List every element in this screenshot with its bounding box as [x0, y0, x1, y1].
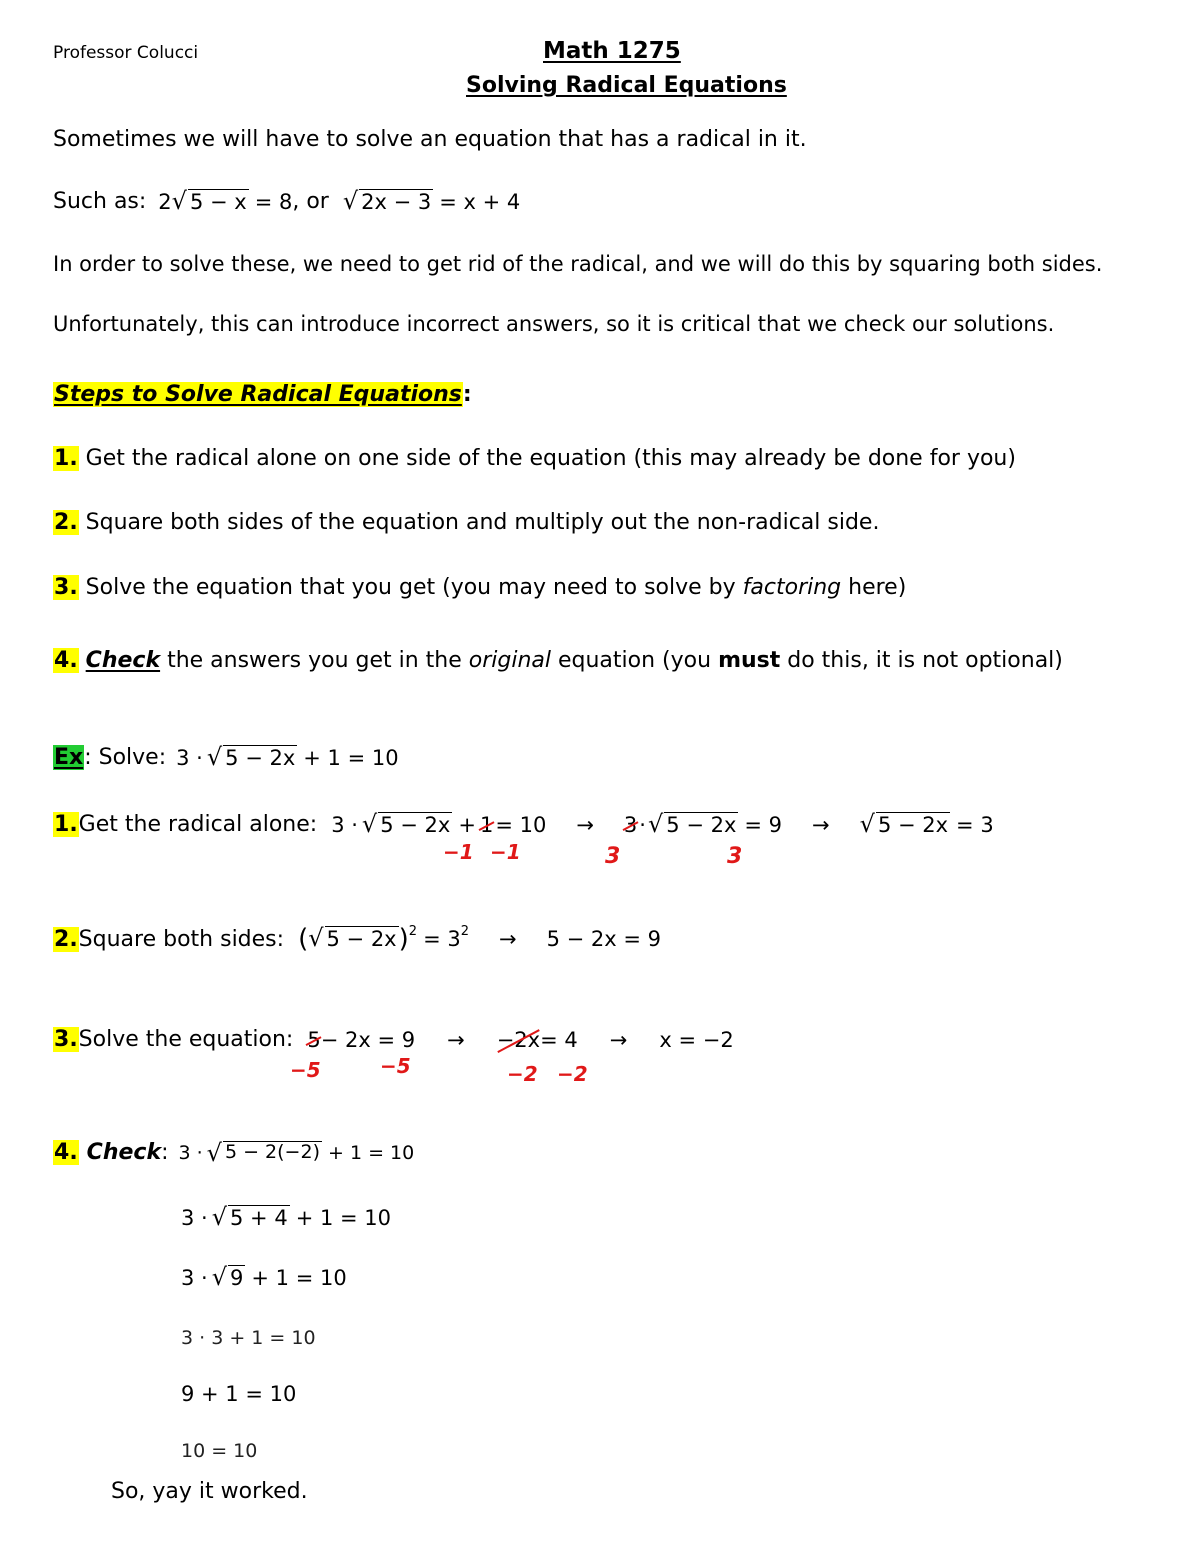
step-4-check: Check — [85, 648, 161, 673]
page-title: Solving Radical Equations — [466, 73, 787, 98]
intro-line-3: In order to solve these, we need to get rid of the radical, and we will do this by squaring both sides. — [53, 252, 1103, 276]
ex-step-3-label: Solve the equation: — [78, 1027, 294, 1052]
step-1 — [53, 446, 1016, 471]
s1-c-radical: √ 5 − 2x — [859, 810, 949, 838]
step-4-italic: original — [468, 648, 551, 673]
steps-heading-text: Steps to Solve Radical Equations — [54, 382, 462, 407]
step-4-number: 4. — [54, 648, 78, 673]
c1-radicand: 5 − 2(−2) — [224, 1140, 320, 1163]
c1-radical: √ 5 − 2(−2) — [206, 1138, 320, 1167]
s1-red-three-left: 3 — [605, 844, 621, 869]
s1-c-radicand: 5 − 2x — [877, 813, 949, 837]
step-4-must: must — [718, 648, 781, 673]
c1-rhs: + 1 = 10 — [327, 1141, 415, 1164]
step-4 — [53, 648, 1063, 673]
s2-arrow: → — [498, 927, 517, 951]
c2-radical: √ 5 + 4 — [211, 1203, 288, 1231]
ex-step-2-label: Square both sides: — [78, 926, 285, 952]
ex-step-1-label: Get the radical alone: — [78, 812, 318, 838]
step-1-text: Get the radical alone on one side of the equation (this may already be done for you) — [78, 446, 1016, 471]
ex-step-2-number: 2. — [54, 926, 78, 952]
step-2-number: 2. — [54, 510, 78, 535]
intro-line-4: Unfortunately, this can introduce incorrect answers, so it is critical that we check our solutions. — [53, 312, 1055, 336]
s3-result: x = −2 — [659, 1027, 734, 1052]
intro-examples-line — [53, 189, 520, 214]
c2-rhs: + 1 = 10 — [295, 1205, 391, 1230]
s1-b-radicand: 5 − 2x — [666, 813, 737, 837]
s1-a-radicand: 5 − 2x — [380, 813, 451, 837]
s2-close-paren: ) — [398, 924, 409, 954]
ex-step-1-number: 1. — [54, 812, 78, 838]
s2-radical: √ 5 − 2x — [308, 924, 397, 953]
s1-a-coef: 3 · — [331, 812, 358, 837]
ex-eq-coef: 3 · — [176, 745, 203, 770]
step-4-text-c: do this, it is not optional) — [780, 648, 1063, 673]
s1-red-three-right: 3 — [727, 844, 743, 869]
s2-result: 5 − 2x = 9 — [546, 927, 661, 951]
ex-step-4-check: Check — [86, 1140, 162, 1165]
ex-label: Ex — [54, 745, 84, 771]
ex-step-3-number: 3. — [54, 1027, 78, 1052]
eq1-rhs: = 8 — [254, 189, 293, 214]
s3-arrow-1: → — [447, 1027, 465, 1052]
c3-coef: 3 · — [181, 1265, 208, 1290]
check-line-2 — [181, 1205, 391, 1230]
step-4-text-b: equation (you — [551, 648, 719, 673]
course-title: Math 1275 — [543, 38, 681, 64]
step-2-text: Square both sides of the equation and multiply out the non-radical side. — [78, 510, 880, 535]
s1-red-minus-one-right: −1 — [490, 840, 521, 864]
eq2-radicand: 2x − 3 — [361, 190, 432, 214]
s1-a-radical: √ 5 − 2x — [361, 810, 451, 838]
s2-exp: 2 — [408, 924, 418, 939]
steps-heading-colon: : — [462, 382, 472, 407]
step-1-number: 1. — [54, 446, 78, 471]
example-step-1 — [53, 812, 994, 837]
eq1-coef: 2 — [158, 189, 172, 214]
s1-b-radical: √ 5 − 2x — [647, 810, 737, 838]
ex-step-4-number: 4. — [54, 1140, 78, 1165]
s3-red-minus-five-right: −5 — [380, 1054, 411, 1078]
s3-arrow-2: → — [609, 1027, 628, 1052]
s1-b-rhs: = 9 — [744, 812, 783, 837]
eq2-radical: √ 2x − 3 — [342, 187, 432, 215]
step-3-italic: factoring — [742, 575, 842, 600]
s2-rhs-exp: 2 — [460, 924, 469, 939]
s1-b-dot: · — [639, 812, 646, 837]
eq2-rhs: = x + 4 — [439, 189, 521, 214]
s3-red-minus-two-right: −2 — [557, 1062, 588, 1086]
ex-step-4-colon: : — [161, 1140, 169, 1165]
ex-eq-radical: √ 5 − 2x — [206, 743, 296, 771]
c3-rhs: + 1 = 10 — [251, 1265, 347, 1290]
c3-radicand: 9 — [230, 1266, 244, 1290]
example-statement — [53, 745, 399, 770]
step-3 — [53, 575, 906, 600]
ex-eq-rhs: + 1 = 10 — [303, 745, 399, 770]
eq1-radical: √ 5 − x — [171, 187, 247, 215]
step-3-number: 3. — [54, 575, 78, 600]
intro-line-1: Sometimes we will have to solve an equation that has a radical in it. — [53, 127, 807, 152]
step-2 — [53, 510, 879, 535]
conclusion: So, yay it worked. — [111, 1479, 308, 1504]
s3-red-minus-five-left: −5 — [290, 1058, 321, 1082]
step-3-text-b: here) — [841, 575, 907, 600]
eq1-radicand: 5 − x — [189, 190, 247, 214]
s3-red-minus-two-left: −2 — [507, 1062, 538, 1086]
s3-eq-rest: − 2x = 9 — [320, 1027, 416, 1052]
steps-heading — [53, 382, 472, 407]
check-line-6: 10 = 10 — [181, 1440, 258, 1462]
s1-c-rhs: = 3 — [956, 812, 994, 837]
ex-eq-radicand: 5 − 2x — [225, 746, 296, 770]
c3-radical: √ 9 — [211, 1263, 244, 1291]
example-step-4 — [53, 1140, 414, 1165]
example-step-2 — [53, 924, 661, 954]
s2-radicand: 5 − 2x — [326, 927, 397, 952]
step-4-text-a: the answers you get in the — [160, 648, 469, 673]
s3-five: 5 — [307, 1027, 321, 1052]
s1-arrow-1: → — [576, 812, 594, 837]
s1-a-plus: + — [458, 812, 476, 837]
s1-b-coef: 3 — [623, 812, 638, 837]
c1-coef: 3 · — [178, 1141, 203, 1164]
s2-rhs: = 3 — [423, 927, 461, 951]
or-label: , or — [292, 189, 329, 215]
s2-open-paren: ( — [298, 924, 309, 954]
such-as-label: Such as: — [53, 189, 147, 215]
check-line-4: 3 · 3 + 1 = 10 — [181, 1327, 316, 1349]
c2-coef: 3 · — [181, 1205, 208, 1230]
s1-red-minus-one-left: −1 — [443, 840, 474, 864]
s1-arrow-2: → — [812, 812, 830, 837]
check-line-5: 9 + 1 = 10 — [181, 1382, 297, 1406]
s1-a-one: 1 — [479, 812, 494, 837]
check-line-3 — [181, 1265, 347, 1290]
c2-radicand: 5 + 4 — [230, 1206, 288, 1230]
s3-neg2x: −2x — [496, 1027, 541, 1052]
s3-eq2-rest: = 4 — [540, 1027, 578, 1052]
example-step-3 — [53, 1027, 734, 1052]
professor-name: Professor Colucci — [53, 43, 199, 63]
step-3-text-a: Solve the equation that you get (you may need to solve by — [78, 575, 743, 600]
s1-a-rhs: = 10 — [495, 812, 547, 837]
solve-label: : Solve: — [84, 745, 167, 771]
